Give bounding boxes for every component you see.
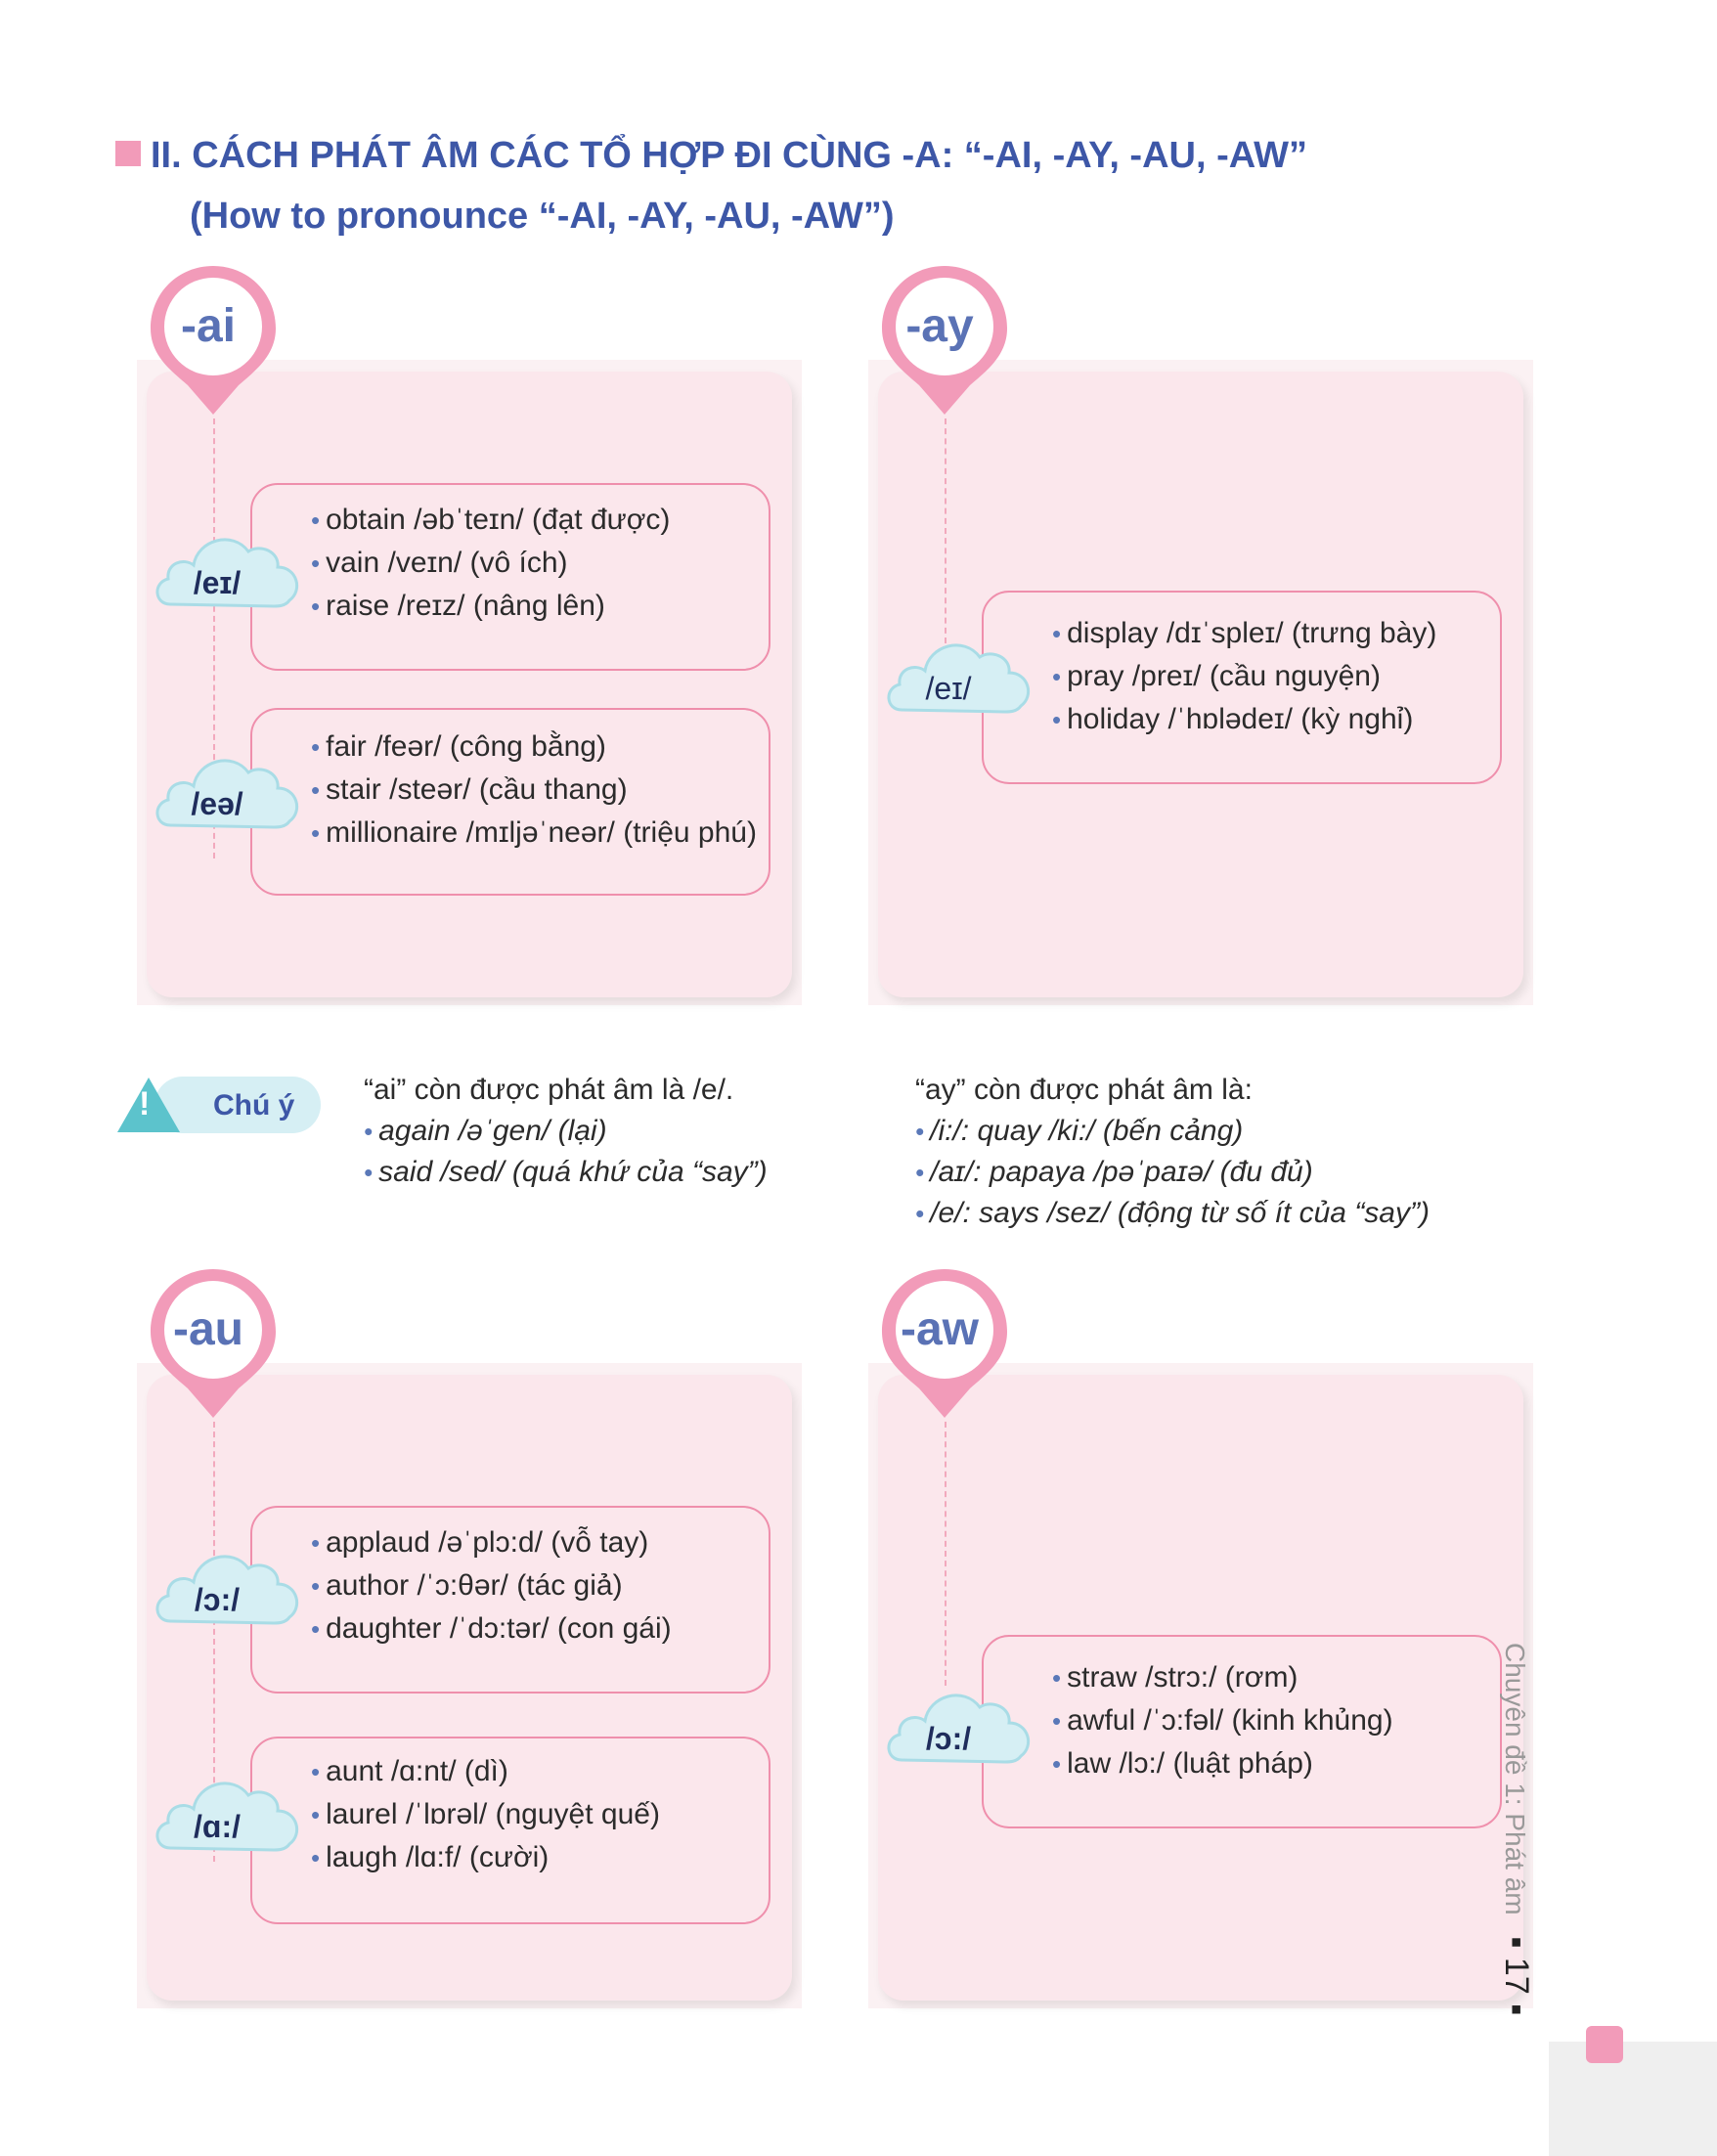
- word-list: [1052, 612, 1436, 741]
- running-title: [1486, 1643, 1535, 2016]
- pin-label-ay: -ay: [905, 300, 974, 352]
- list-item: • author /ˈɔ:θər/ (tác giả): [311, 1569, 623, 1602]
- note-label: Chú ý: [213, 1089, 295, 1122]
- title-line-1: II. CÁCH PHÁT ÂM CÁC TỔ HỢP ĐI CÙNG -A: “-AI, -AY, -AU, -AW”: [151, 135, 1307, 176]
- note-ay-intro: “ay” còn được phát âm là:: [915, 1074, 1253, 1106]
- list-item: • stair /steər/ (cầu thang): [311, 773, 628, 806]
- pin-label-au: -au: [173, 1303, 243, 1355]
- list-item: • millionaire /mɪljəˈneər/ (triệu phú): [311, 816, 757, 849]
- list-item: • laurel /ˈlɒrəl/ (nguyệt quế): [311, 1798, 660, 1830]
- sound-label: /eə/: [191, 786, 243, 821]
- sound-label: /eɪ/: [193, 565, 242, 600]
- running-title-text: Chuyên đề 1: Phát âm: [1500, 1643, 1530, 1915]
- section-aw: [868, 1265, 1533, 2008]
- word-list: [311, 1750, 660, 1879]
- word-list: [311, 499, 670, 628]
- page-corner: [1549, 2042, 1717, 2156]
- list-item: • awful /ˈɔ:fəl/ (kinh khủng): [1052, 1704, 1393, 1737]
- list-item: • laugh /lɑ:f/ (cười): [311, 1841, 550, 1873]
- word-list: [311, 1521, 672, 1650]
- list-item: • again /əˈgen/ (lại): [364, 1115, 607, 1147]
- list-item: • applaud /əˈplɔ:d/ (vỗ tay): [311, 1526, 649, 1559]
- timeline-dash: [945, 1422, 947, 1686]
- list-item: • display /dɪˈspleɪ/ (trưng bày): [1052, 617, 1437, 649]
- sound-label: /ɔ:/: [925, 1721, 972, 1756]
- list-item: • obtain /əbˈteɪn/ (đạt được): [311, 504, 671, 536]
- sound-label: /ɑ:/: [194, 1809, 241, 1844]
- word-list: [1052, 1656, 1393, 1785]
- panel-ai: [147, 372, 792, 997]
- list-item: • /aɪ/: papaya /pəˈpaɪə/ (đu đủ): [915, 1156, 1313, 1188]
- list-item: • fair /feər/ (công bằng): [311, 730, 606, 763]
- list-item: • aunt /ɑ:nt/ (dì): [311, 1755, 508, 1787]
- section-ai: [137, 262, 802, 1005]
- list-item: • pray /preɪ/ (cầu nguyện): [1052, 660, 1381, 692]
- list-item: • said /sed/ (quá khứ của “say”): [364, 1156, 768, 1188]
- sound-label: /eɪ/: [925, 671, 972, 706]
- list-item: • daughter /ˈdɔ:tər/ (con gái): [311, 1612, 672, 1645]
- list-item: • /e/: says /sez/ (động từ số ít của “say”): [915, 1197, 1430, 1229]
- word-list: [311, 726, 757, 855]
- page-number: ▪ 17 ▪: [1498, 1936, 1535, 2016]
- page-marker: [1586, 2026, 1623, 2063]
- list-item: • vain /veɪn/ (vô ích): [311, 547, 568, 579]
- pin-label-aw: -aw: [900, 1303, 979, 1355]
- note-ai: [364, 1070, 768, 1193]
- title-line-2: (How to pronounce “-AI, -AY, -AU, -AW”): [190, 196, 895, 237]
- warning-icon: !: [139, 1085, 151, 1122]
- title-square-icon: [115, 141, 141, 166]
- list-item: • law /lɔ:/ (luật pháp): [1052, 1747, 1313, 1780]
- list-item: • /i:/: quay /ki:/ (bến cảng): [915, 1115, 1244, 1147]
- list-item: • raise /reɪz/ (nâng lên): [311, 590, 605, 622]
- timeline-dash: [945, 418, 947, 643]
- sound-label: /ɔ:/: [194, 1582, 241, 1617]
- pin-label-ai: -ai: [180, 300, 236, 352]
- list-item: • straw /strɔ:/ (rơm): [1052, 1661, 1299, 1694]
- section-ay: [868, 262, 1533, 1005]
- note-ai-intro: “ai” còn được phát âm là /e/.: [364, 1074, 734, 1106]
- section-au: [137, 1265, 802, 2008]
- list-item: • holiday /ˈhɒlədeɪ/ (kỳ nghỉ): [1052, 703, 1414, 735]
- note-ay: [915, 1070, 1430, 1234]
